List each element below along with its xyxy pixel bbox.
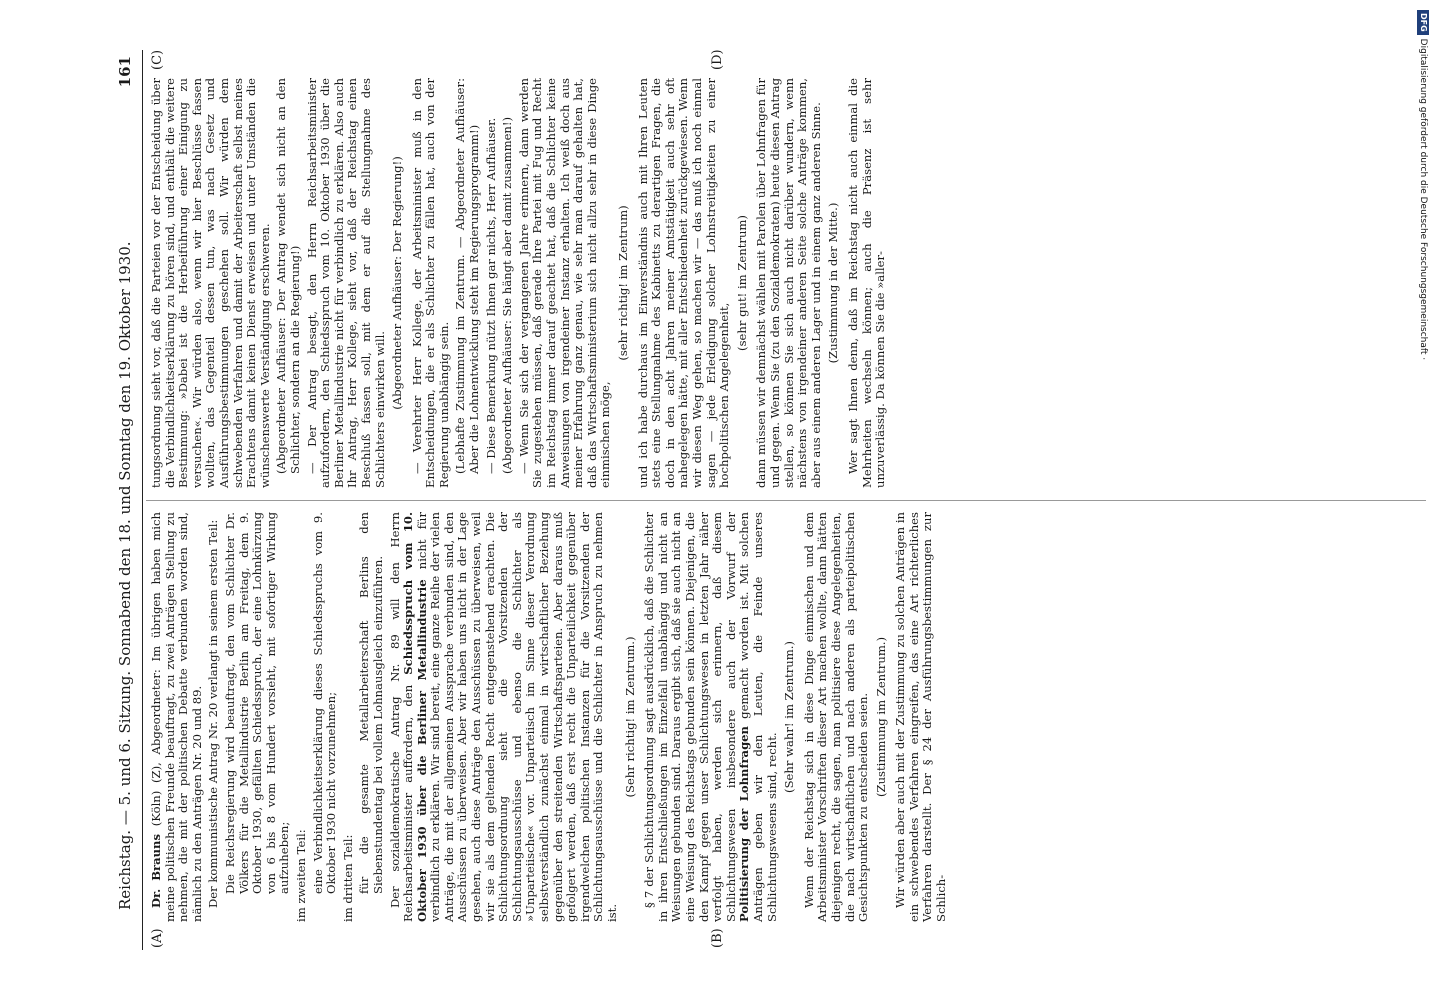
paragraph: Wenn der Reichstag sich in diese Dinge einmischen und dem Arbeitsminister Vorschriften dieser Art machen wollte, dann hätten diejenigen recht, die sagen, man politisiere diese Angelegenheiten, die nach wirtschaftlichen und nach anderen als parteipolitischen Gesichtspunkten zu entscheiden seien. (801, 512, 871, 922)
rotated-page (110, 50, 1430, 950)
paragraph (389, 512, 620, 922)
header-rule (142, 50, 143, 950)
quoted-motion: Die Reichsregierung wird beauftragt, den vom Schlichter Dr. Völkers für die Metallindustrie Berlin am Freitag, dem 9. Oktober 1930, gefällten Schiedsspruch, der eine Lohnkürzung von 6 bis 8 vom Hundert vorsieht, mit sofortiger Wirkung aufzuheben; (222, 512, 292, 894)
paragraph: dann müssen wir demnächst wählen mit Parolen über Lohnfragen für und gegen. Wenn Sie (zu den Sozialdemokraten) heute diesen Antrag stellen, so können Sie sich auch nicht darüber wundern, wenn nächstens von irgendeiner anderen Seite solche Anträge kommen, aber aus einem anderen Lager und in einem ganz anderen Sinne. (754, 78, 823, 488)
left-column (150, 512, 952, 922)
margin-marker-a: (A) (150, 928, 165, 948)
paragraph-text: § 7 der Schlichtungsordnung sagt ausdrücklich, daß die Schlichter in ihren Entschließungen im Einzelfall unabhängig und nicht an Weisungen gebunden sind. Daraus ergibt sich, daß sie auch nicht an eine Weisung des Reichstags gebunden sein können. Diejenigen, die den Kampf gegen unser Schlichtungswesen in letzten Jahr näher verfolgt haben, werden sich erinnern, daß diesem Schlichtungswesen insbesondere auch der Vorwurf der (642, 512, 738, 922)
paragraph-text: Der sozialdemokratische Antrag Nr. 89 will den Herrn Reichsarbeitsminister auffordern, den (387, 512, 416, 922)
paragraph: im zweiten Teil: (293, 829, 308, 922)
margin-marker-b: (B) (710, 928, 725, 948)
page-number: 161 (116, 56, 134, 88)
speaker-name: Dr. Brauns (149, 833, 163, 908)
paragraph: — Verehrter Herr Kollege, der Arbeitsminister muß in den Entscheidungen, die er als Schlichter zu fällen hat, auch von der Regierung unabhängig sein. (409, 78, 451, 488)
interjection: (Sehr wahr! im Zentrum.) (782, 641, 797, 793)
right-column (150, 78, 891, 488)
digitization-credit (1414, 10, 1432, 990)
interjection: (sehr richtig! im Zentrum) (616, 205, 630, 361)
emphasis: Politisierung der Lohnfragen (737, 726, 752, 922)
credit-text: Digitalisierung gefördert durch die Deutsche Forschungsgemeinschaft · (1418, 38, 1428, 361)
emphasis: Schiedsspruch vom 10. Oktober 1930 über die Berliner Metallindustrie (401, 512, 429, 922)
margin-marker-d: (D) (710, 49, 725, 70)
paragraph: Der kommunistische Antrag Nr. 20 verlangt in seinem ersten Teil: (206, 519, 221, 908)
quoted-motion: eine Verbindlichkeitserklärung dieses Schiedsspruchs vom 9. Oktober 1930 nicht vorzunehmen; (310, 512, 339, 894)
running-title: Reichstag. — 5. und 6. Sitzung. Sonnabend den 18. und Sonntag den 19. Oktober 1930. (116, 241, 134, 910)
interjection: (Zustimmung in der Mitte.) (826, 202, 841, 364)
page-header (116, 50, 144, 950)
interjection: (Abgeordneter Aufhäuser: Der Regierung!) (390, 156, 405, 410)
interjection: (Lebhafte Zustimmung im Zentrum. — Abgeordneter Aufhäuser: Aber die Lohnentwicklung steht im Regierungsprogramm!) (453, 78, 482, 474)
paragraph: — Wenn Sie sich der vergangenen Jahre erinnern, dann werden Sie zugestehen müssen, daß gerade Ihre Partei mit Fug und Recht im Reichstag immer darauf geachtet hat, daß die Schlichter keine Anweisungen von irgendeiner Instanz erhalten. Ich weiß doch aus meiner Erfahrung ganz genau, wie sehr man darauf gehalten hat, daß das Wirtschaftsministerium sich nicht allzu sehr in diese Dinge einmischen möge, (516, 78, 613, 488)
paragraph: Wer sagt Ihnen denn, daß im Reichstag nicht auch einmal die Mehrheiten wechseln können; auch die Präsenz ist sehr unzuverlässig. Da können Sie die »aller- (845, 78, 888, 488)
interjection: (Abgeordneter Aufhäuser: Der Antrag wendet sich nicht an den Schlichter, sondern an die Regierung!) (274, 78, 302, 474)
paragraph: — Der Antrag besagt, den Herrn Reichsarbeitsminister aufzufordern, den Schiedsspruch vom 10. Oktober 1930 über die Berliner Metallindustrie nicht für verbindlich zu erklären. Also auch Ihr Antrag, Herr Kollege, sieht vor, daß der Reichstag einen Beschluß fassen soll, mit dem er auf die Stellungnahme des Schlichters einwirken will. (304, 78, 387, 488)
paragraph: — Diese Bemerkung nützt Ihnen gar nichts, Herr Aufhäuser. (483, 117, 498, 474)
margin-marker-c: (C) (150, 49, 165, 70)
paragraph: tungsordnung sieht vor, daß die Parteien vor der Entscheidung über die Verbindlichkeitserklärung zu hören sind, und enthält die weitere Bestimmung: »Dabei ist die Herbeiführung einer Einigung zu versuchen«. Wir würden also, wenn wir hier Beschlüsse fassen wollten, das Gegenteil dessen tun, was nach Gesetz und Ausführungsbestimmungen geschehen soll. Wir würden dem schwebenden Verfahren und damit der Arbeiterschaft selbst meines Erachtens damit keinen Dienst erweisen und unter Umständen die wünschenswerte Verständigung erschweren. (149, 78, 272, 488)
paragraph-text: nicht für verbindlich zu erklären. Wir sind bereit, eine ganze Reihe der vielen Anträge, die mit der allgemeinen Aussprache verbunden sind, den Ausschüssen zu überweisen. Aber wir haben uns nicht in der Lage gesehen, auch diese Anträge den Ausschüssen zu überweisen, weil wir sie als dem geltenden Recht entgegenstehend erachten. Die Schlichtungsordnung sieht die Vorsitzenden der Schlichtungsausschüsse und ebenso die Schlichter als »Unparteiische« vor. Unparteiisch im Sinne dieser Verordnung selbstverständlich zunächst einmal in wirtschaftlicher Beziehung gegenüber den streitenden Wirtschaftsparteien. Aber daraus muß gefolgert werden, daß erst recht die Unparteilichkeit gegenüber irgendwelchen politischen Instanzen für die Vorsitzenden der Schlichtungsausschüsse und die Schlichter in Anspruch zu nehmen ist. (414, 512, 619, 922)
paragraph-text: gemacht worden ist. Mit solchen Anträgen geben wir den Leuten, die Feinde unseres Schlichtungswesens sind, recht. (737, 512, 779, 922)
paragraph: Wir würden aber auch mit der Zustimmung zu solchen Anträgen in ein schwebendes Verfahren eingreifen, das eine Art richterliches Verfahren darstellt. Der § 24 der Ausführungsbestimmungen zur Schlich- (893, 512, 949, 922)
interjection: (Abgeordneter Aufhäuser: Sie hängt aber damit zusammen!) (500, 116, 515, 474)
interjection: (Zustimmung im Zentrum.) (873, 636, 888, 798)
paragraph-text: (Köln) (Z), Abgeordneter: Im übrigen haben mich meine politischen Freunde beauftragt, zu zwei Anträgen Stellung zu nehmen, die mit der politischen Debatte verbunden worden sind, nämlich zu den Anträgen Nr. 20 und 89. (149, 512, 204, 922)
dfg-logo: DFG (1417, 10, 1429, 35)
interjection: (sehr gut! im Zentrum) (734, 215, 749, 351)
interjection: (Sehr richtig! im Zentrum.) (622, 636, 637, 798)
paragraph (643, 512, 779, 922)
column-divider (146, 500, 1426, 501)
quoted-motion: für die gesamte Metallarbeiterschaft Berlins den Siebenstundentag bei vollem Lohnausgleich einzuführen. (357, 512, 385, 894)
paragraph (150, 512, 204, 922)
paragraph: und ich habe durchaus im Einverständnis auch mit Ihren Leuten stets eine Stellungnahme des Kabinetts zu derartigen Fragen, die doch in den acht Jahren meiner Amtstätigkeit auch sehr oft nahegelegen hätte, mit aller Entschiedenheit zurückgewiesen. Wenn wir diesen Weg gehen, so machen wir — das muß ich noch einmal sagen — jede Erledigung solcher Lohnstreitigkeiten zu einer hochpolitischen Angelegenheit, (635, 78, 732, 488)
paragraph: im dritten Teil: (340, 834, 355, 922)
